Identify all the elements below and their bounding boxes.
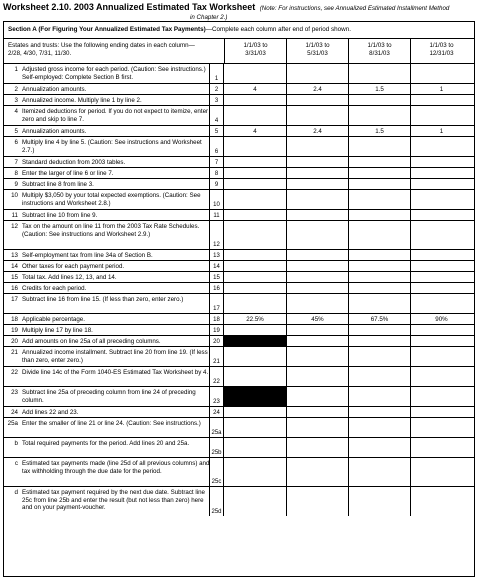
line-description: Annualization amounts. — [22, 128, 87, 135]
table-row — [4, 325, 474, 336]
value-cell[interactable] — [348, 336, 410, 346]
line-reference — [209, 347, 224, 366]
value-cell[interactable] — [348, 387, 410, 406]
value-cell[interactable] — [286, 438, 348, 457]
line-reference-label: 10 — [213, 202, 220, 208]
line-reference-label: 6 — [214, 149, 219, 155]
line-description: Annualized income. Multiply line 1 by line 2. — [22, 97, 142, 104]
line-number: 17 — [11, 296, 18, 303]
line-description: Other taxes for each payment period. — [22, 263, 125, 270]
line-number: 1 — [14, 66, 18, 73]
value-cell[interactable] — [410, 137, 472, 156]
line-number: 24 — [11, 409, 18, 416]
line-reference — [209, 95, 224, 105]
line-number: 12 — [11, 223, 18, 230]
table-row — [4, 458, 474, 487]
table-row — [4, 294, 474, 314]
line-description: Subtract line 16 from line 15. (If less than zero, enter zero.) — [22, 296, 184, 303]
line-number: c — [14, 460, 18, 467]
value-cell[interactable] — [410, 367, 472, 386]
line-description: Total required payments for the period. Add lines 20 and 25a. — [22, 440, 190, 447]
value-cell[interactable] — [410, 210, 472, 220]
line-description: Enter the larger of line 6 or line 7. — [22, 170, 114, 177]
value-cell[interactable] — [286, 106, 348, 125]
table-row — [4, 336, 474, 347]
line-reference — [209, 261, 224, 271]
line-number: 20 — [11, 338, 18, 345]
line-reference — [209, 126, 224, 136]
line-reference — [209, 106, 224, 125]
value-cell[interactable] — [286, 137, 348, 156]
value-cell[interactable] — [286, 179, 348, 189]
line-reference-label: 1 — [214, 76, 219, 82]
value-cell[interactable]: 90% — [410, 314, 472, 324]
table-row — [4, 407, 474, 418]
value-cell[interactable] — [410, 250, 472, 260]
value-cell[interactable] — [286, 367, 348, 386]
value-cell[interactable] — [410, 272, 472, 282]
line-reference — [209, 137, 224, 156]
value-cell[interactable] — [410, 64, 472, 83]
value-cell[interactable] — [348, 190, 410, 209]
value-cell[interactable] — [348, 95, 410, 105]
line-description: Add lines 22 and 23. — [22, 409, 79, 416]
value-cell[interactable] — [348, 137, 410, 156]
line-description: Annualization amounts. — [22, 86, 87, 93]
value-cell[interactable] — [224, 438, 286, 457]
table-row — [4, 190, 474, 210]
table-row — [4, 179, 474, 190]
line-reference — [209, 325, 224, 335]
value-cell[interactable] — [410, 261, 472, 271]
line-reference-label: 20 — [213, 339, 220, 345]
value-cell[interactable] — [348, 250, 410, 260]
line-description: Subtract line 8 from line 3. — [22, 181, 94, 188]
value-cell[interactable] — [410, 168, 472, 178]
line-number: b — [14, 440, 18, 447]
value-cell[interactable]: 45% — [286, 314, 348, 324]
value-cell[interactable] — [410, 387, 472, 406]
line-number: 18 — [11, 316, 18, 323]
line-reference — [209, 168, 224, 178]
value-cell[interactable] — [224, 347, 286, 366]
value-cell[interactable] — [286, 487, 348, 516]
value-cell[interactable] — [286, 168, 348, 178]
value-cell[interactable] — [286, 261, 348, 271]
line-reference-label: 13 — [213, 253, 220, 259]
value-cell[interactable] — [348, 106, 410, 125]
period-column-1 — [224, 39, 286, 63]
line-reference-label: 5 — [214, 129, 219, 135]
table-row — [4, 283, 474, 294]
line-reference — [209, 438, 224, 457]
line-reference — [209, 367, 224, 386]
value-cell[interactable] — [410, 95, 472, 105]
line-description: Adjusted gross income for each period. (Caution: See instructions.) Self-employed: Complete Section B first. — [22, 66, 206, 81]
value-cell[interactable] — [286, 407, 348, 417]
value-cell[interactable] — [348, 347, 410, 366]
shaded-cell — [224, 387, 286, 406]
value-cell[interactable] — [410, 294, 472, 313]
line-number: 6 — [14, 139, 18, 146]
line-description: Annualized income installment. Subtract line 20 from line 19. (If less than zero, enter zero.) — [22, 349, 208, 364]
column-header-row — [4, 39, 474, 64]
line-reference — [209, 272, 224, 282]
value-cell[interactable] — [224, 294, 286, 313]
title-note-continued: in Chapter 2.) — [190, 14, 228, 21]
period-1-to: 3/31/03 — [245, 50, 266, 57]
line-description: Total tax. Add lines 12, 13, and 14. — [22, 274, 117, 281]
line-number: d — [14, 489, 18, 496]
line-reference-label: 18 — [213, 317, 220, 323]
line-reference-label: 16 — [213, 286, 220, 292]
value-cell[interactable] — [348, 272, 410, 282]
line-reference — [209, 283, 224, 293]
table-row — [4, 126, 474, 137]
line-number: 4 — [14, 108, 18, 115]
value-cell[interactable] — [224, 250, 286, 260]
line-description: Multiply line 4 by line 5. (Caution: See instructions and Worksheet 2.7.) — [22, 139, 202, 154]
value-cell[interactable] — [348, 221, 410, 249]
line-number: 21 — [11, 349, 18, 356]
value-cell[interactable] — [348, 210, 410, 220]
line-description: Applicable percentage. — [22, 316, 85, 323]
line-reference-label: 25b — [211, 450, 222, 456]
value-cell[interactable] — [224, 221, 286, 249]
value-cell[interactable] — [224, 210, 286, 220]
line-description: Tax on the amount on line 11 from the 2003 Tax Rate Schedules. (Caution: See instructions and Worksheet 2.9.) — [22, 223, 200, 238]
title-note: (Note: For instructions, see Annualized Estimated Installment Method — [259, 5, 450, 12]
line-number: 25a — [7, 420, 18, 427]
line-description: Add amounts on line 25a of all preceding columns. — [22, 338, 161, 345]
line-reference — [209, 407, 224, 417]
value-cell[interactable] — [224, 168, 286, 178]
value-cell[interactable] — [410, 325, 472, 335]
value-cell[interactable] — [348, 294, 410, 313]
value-cell[interactable]: 1 — [410, 126, 472, 136]
value-cell[interactable] — [410, 458, 472, 486]
period-column-4 — [410, 39, 472, 63]
value-cell[interactable] — [286, 64, 348, 83]
line-number: 15 — [11, 274, 18, 281]
value-cell[interactable] — [410, 179, 472, 189]
section-a-note: —Complete each column after end of period shown. — [205, 26, 351, 33]
line-reference-label: 12 — [213, 242, 220, 248]
value-cell[interactable] — [410, 190, 472, 209]
line-reference — [209, 221, 224, 249]
line-reference-label: 14 — [213, 264, 220, 270]
value-cell[interactable] — [224, 190, 286, 209]
line-reference — [209, 458, 224, 486]
value-cell[interactable]: 4 — [253, 85, 257, 93]
value-cell[interactable] — [410, 438, 472, 457]
line-description: Multiply $3,050 by your total expected exemptions. (Caution: See instructions and Worksheet 2.8.) — [22, 192, 201, 207]
table-row — [4, 84, 474, 95]
estates-trusts-label: Estates and trusts: Use the following ending dates in each column—2/28, 4/30, 7/31, 11/30. — [8, 42, 195, 57]
table-row — [4, 157, 474, 168]
line-reference-label: 24 — [213, 410, 220, 416]
table-row — [4, 367, 474, 387]
value-cell[interactable] — [410, 106, 472, 125]
line-number: 13 — [11, 252, 18, 259]
line-description: Estimated tax payment required by the next due date. Subtract line 25c from line 25b and enter the result (but not less than zero) here and on your payment-voucher. — [22, 489, 205, 512]
value-cell[interactable] — [286, 157, 348, 167]
line-description: Self-employment tax from line 34a of Section B. — [22, 252, 153, 259]
value-cell[interactable]: 1.5 — [348, 84, 410, 94]
table-row — [4, 210, 474, 221]
table-row — [4, 106, 474, 126]
line-reference-label: 23 — [213, 399, 220, 405]
value-cell[interactable] — [348, 438, 410, 457]
value-cell[interactable] — [224, 283, 286, 293]
line-number: 19 — [11, 327, 18, 334]
value-cell[interactable] — [286, 221, 348, 249]
value-cell[interactable]: 2.4 — [286, 84, 348, 94]
value-cell[interactable] — [224, 458, 286, 486]
line-number: 5 — [14, 128, 18, 135]
line-reference-label: 8 — [214, 171, 219, 177]
value-cell[interactable] — [348, 325, 410, 335]
value-cell[interactable] — [286, 283, 348, 293]
line-reference — [209, 210, 224, 220]
value-cell[interactable] — [286, 190, 348, 209]
section-a-header — [4, 22, 474, 39]
table-row — [4, 438, 474, 458]
line-description: Credits for each period. — [22, 285, 87, 292]
value-cell[interactable] — [224, 137, 286, 156]
value-cell[interactable] — [224, 325, 286, 335]
value-cell[interactable] — [410, 336, 472, 346]
table-row — [4, 272, 474, 283]
table-row — [4, 95, 474, 106]
line-reference — [209, 84, 224, 94]
value-cell[interactable] — [286, 418, 348, 437]
value-cell[interactable] — [348, 367, 410, 386]
period-3-to: 8/31/03 — [369, 50, 390, 57]
line-reference-label: 11 — [213, 213, 220, 219]
line-number: 16 — [11, 285, 18, 292]
value-cell[interactable] — [224, 179, 286, 189]
value-cell[interactable] — [410, 418, 472, 437]
value-cell[interactable] — [286, 272, 348, 282]
value-cell[interactable] — [224, 407, 286, 417]
line-number: 2 — [14, 86, 18, 93]
line-description: Estimated tax payments made (line 25d of all previous columns) and tax withholding through the due date for the period. — [22, 460, 210, 475]
value-cell[interactable]: 2.4 — [286, 126, 348, 136]
value-cell[interactable] — [224, 106, 286, 125]
line-reference — [209, 336, 224, 346]
value-cell[interactable] — [286, 347, 348, 366]
line-number: 7 — [14, 159, 18, 166]
line-reference — [209, 387, 224, 406]
line-number: 10 — [11, 192, 18, 199]
value-cell[interactable] — [224, 95, 286, 105]
value-cell[interactable]: 67.5% — [348, 314, 410, 324]
table-row — [4, 314, 474, 325]
value-cell[interactable] — [348, 168, 410, 178]
value-cell[interactable] — [348, 487, 410, 516]
shaded-cell — [224, 336, 286, 346]
line-description: Itemized deductions for period. If you do not expect to itemize, enter zero and skip to line 7. — [22, 108, 209, 123]
line-reference — [209, 487, 224, 516]
line-reference — [209, 179, 224, 189]
line-reference-label: 25d — [211, 509, 222, 515]
period-2-to: 5/31/03 — [307, 50, 328, 57]
value-cell[interactable]: 1 — [410, 84, 472, 94]
worksheet-rows — [4, 64, 474, 516]
line-reference — [209, 157, 224, 167]
value-cell[interactable] — [348, 418, 410, 437]
value-cell[interactable] — [224, 487, 286, 516]
value-cell[interactable] — [286, 336, 348, 346]
line-reference-label: 7 — [214, 160, 219, 166]
value-cell[interactable]: 22.5% — [246, 315, 264, 323]
value-cell[interactable] — [410, 157, 472, 167]
table-row — [4, 250, 474, 261]
line-reference — [209, 250, 224, 260]
table-row — [4, 221, 474, 250]
line-description: Subtract line 25a of preceding column from line 24 of preceding column. — [22, 389, 196, 404]
title-main: Worksheet 2.10. 2003 Annualized Estimated Tax Worksheet — [3, 2, 256, 12]
value-cell[interactable] — [348, 407, 410, 417]
line-number: 3 — [14, 97, 18, 104]
line-reference-label: 25c — [211, 479, 222, 485]
line-reference — [209, 294, 224, 313]
value-cell[interactable] — [348, 261, 410, 271]
line-reference-label: 17 — [213, 306, 220, 312]
table-row — [4, 261, 474, 272]
line-reference-label: 19 — [213, 328, 220, 334]
value-cell[interactable] — [348, 64, 410, 83]
value-cell[interactable] — [286, 294, 348, 313]
period-column-2 — [286, 39, 348, 63]
line-reference — [209, 314, 224, 324]
table-row — [4, 64, 474, 84]
line-description: Subtract line 10 from line 9. — [22, 212, 98, 219]
table-row — [4, 347, 474, 367]
line-reference-label: 3 — [214, 98, 219, 104]
line-description: Multiply line 17 by line 18. — [22, 327, 93, 334]
value-cell[interactable] — [286, 325, 348, 335]
line-number: 9 — [14, 181, 18, 188]
value-cell[interactable] — [224, 367, 286, 386]
value-cell[interactable] — [348, 157, 410, 167]
line-number: 22 — [11, 369, 18, 376]
value-cell[interactable] — [410, 221, 472, 249]
period-1-from: 1/1/03 to — [243, 42, 268, 49]
section-a-title: Section A (For Figuring Your Annualized Estimated Tax Payments) — [8, 26, 206, 33]
value-cell[interactable] — [224, 261, 286, 271]
table-row — [4, 487, 474, 516]
line-description: Enter the smaller of line 21 or line 24. (Caution: See instructions.) — [22, 420, 201, 427]
line-reference-label: 21 — [213, 359, 220, 365]
value-cell[interactable] — [410, 283, 472, 293]
value-cell[interactable] — [224, 272, 286, 282]
line-reference — [209, 64, 224, 83]
value-cell[interactable] — [224, 157, 286, 167]
line-number: 14 — [11, 263, 18, 270]
period-column-3 — [348, 39, 410, 63]
value-cell[interactable]: 4 — [253, 127, 257, 135]
line-reference-label: 2 — [214, 87, 219, 93]
value-cell[interactable] — [410, 407, 472, 417]
table-row — [4, 137, 474, 157]
worksheet-title — [3, 1, 475, 22]
table-row — [4, 418, 474, 438]
line-reference-label: 4 — [214, 118, 219, 124]
line-number: 23 — [11, 389, 18, 396]
value-cell[interactable] — [286, 210, 348, 220]
line-reference — [209, 190, 224, 209]
value-cell[interactable] — [286, 387, 348, 406]
line-reference-label: 9 — [214, 182, 219, 188]
line-description: Standard deduction from 2003 tables. — [22, 159, 126, 166]
value-cell[interactable] — [286, 95, 348, 105]
table-row — [4, 387, 474, 407]
period-3-from: 1/1/03 to — [367, 42, 392, 49]
value-cell[interactable] — [224, 418, 286, 437]
value-cell[interactable] — [224, 64, 286, 83]
period-2-from: 1/1/03 to — [305, 42, 330, 49]
line-reference-label: 25a — [211, 430, 222, 436]
line-description: Divide line 14c of the Form 1040-ES Estimated Tax Worksheet by 4. — [22, 369, 209, 376]
value-cell[interactable] — [348, 179, 410, 189]
table-row — [4, 168, 474, 179]
line-reference — [209, 418, 224, 437]
period-4-to: 12/31/03 — [429, 50, 454, 57]
line-number: 11 — [11, 212, 18, 219]
line-reference-label: 15 — [213, 275, 220, 281]
value-cell[interactable] — [286, 250, 348, 260]
value-cell[interactable] — [410, 487, 472, 516]
value-cell[interactable] — [348, 283, 410, 293]
worksheet-table — [3, 21, 475, 577]
period-4-from: 1/1/03 to — [429, 42, 454, 49]
value-cell[interactable] — [286, 458, 348, 486]
value-cell[interactable] — [410, 347, 472, 366]
line-reference-label: 22 — [213, 379, 220, 385]
value-cell[interactable] — [348, 458, 410, 486]
value-cell[interactable]: 1.5 — [348, 126, 410, 136]
line-number: 8 — [14, 170, 18, 177]
